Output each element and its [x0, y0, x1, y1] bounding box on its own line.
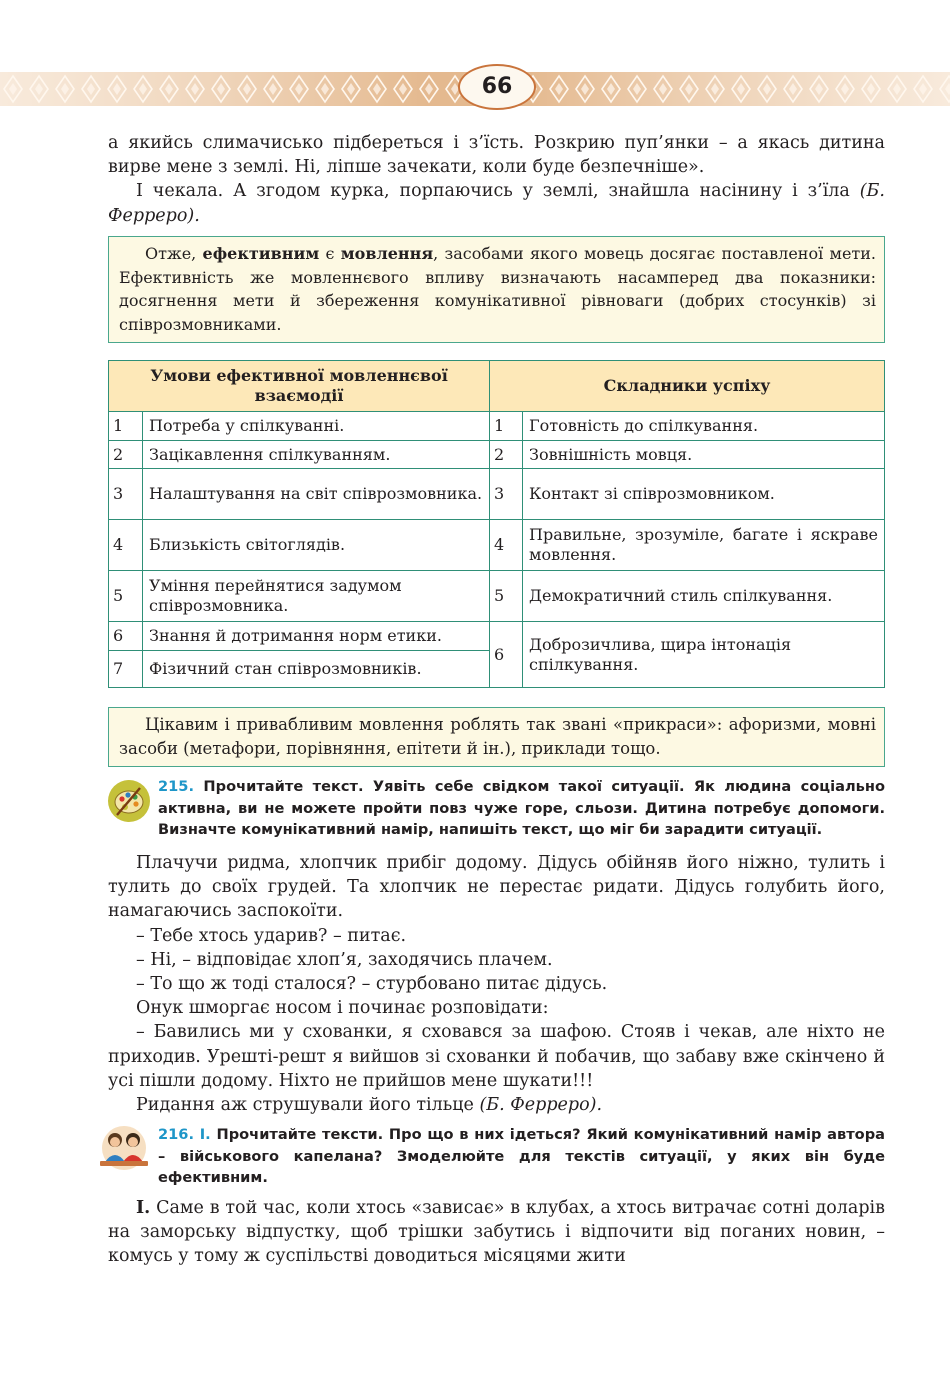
table-row — [109, 571, 885, 622]
table-row — [109, 412, 885, 441]
paragraph — [108, 1196, 885, 1269]
condition-cell: Зацікавлення спілкуванням. — [143, 441, 490, 469]
row-number: 4 — [109, 520, 143, 571]
paragraph-text: І чекала. А згодом курка, порпаючись у землі, знайшла насінину і з’їла — [136, 181, 850, 202]
condition-cell: Потреба у спілкуванні. — [143, 412, 490, 441]
def-term-effective: ефективним — [202, 244, 320, 263]
row-number: 2 — [109, 441, 143, 469]
paragraph: Онук шморгає носом і починає розповідати: — [136, 998, 549, 1019]
condition-cell: Знання й дотримання норм етики. — [143, 622, 490, 651]
row-number: 4 — [490, 520, 523, 571]
def-term-speech: мовлення — [340, 244, 434, 263]
story-text — [108, 851, 885, 1117]
condition-cell: Налаштування на світ співрозмовника. — [143, 469, 490, 520]
condition-cell: Фізичний стан співрозмовників. — [143, 651, 490, 688]
text-I — [108, 1196, 885, 1269]
table-row — [109, 520, 885, 571]
table-header-row — [109, 361, 885, 412]
header-conditions: Умови ефективної мовленнєвої взаємодії — [109, 361, 490, 412]
text-label: І. — [136, 1198, 151, 1218]
palette-icon — [107, 779, 151, 823]
students-icon — [98, 1124, 150, 1172]
task-215 — [158, 776, 885, 841]
def-rest: , засобами якого мовець досягає поставленої мети. Ефективність же мовленнєвого впливу визначають насамперед два показники: досягнення мети й збереження комунікативної рівноваги (добрих стосунків) зі співрозмовниками. — [119, 244, 877, 334]
task-text: Прочитайте текст. Уявіть себе свідком такої ситуації. Як людина соціально активна, ви не можете пройти повз чуже горе, сльози. Дитина потребує допомоги. Визначте комунікативний намір, напишіть текст, що міг би зарадити ситуації. — [158, 778, 885, 838]
row-number: 2 — [490, 441, 523, 469]
task-216 — [158, 1124, 885, 1189]
condition-cell: Близькість світоглядів. — [143, 520, 490, 571]
paragraph-text: Саме в той час, коли хтось «зависає» в клубах, а хтось витрачає сотні доларів на заморську відпустку, щоб трішки забутись і відпочити від поганих новин, – комусь у тому ж суспільстві доводиться місяцями жити — [108, 1198, 885, 1267]
paragraph: – Ні, – відповідає хлоп’я, заходячись плачем. — [136, 949, 553, 970]
page-number: 66 — [458, 64, 536, 110]
component-cell: Демократичний стиль спілкування. — [523, 571, 885, 622]
row-number: 3 — [109, 469, 143, 520]
row-number: 7 — [109, 651, 143, 688]
paragraph — [108, 179, 885, 227]
row-number: 5 — [109, 571, 143, 622]
header-success-components: Складники успіху — [490, 361, 885, 412]
row-number: 3 — [490, 469, 523, 520]
component-cell: Зовнішність мовця. — [523, 441, 885, 469]
paragraph — [108, 1093, 885, 1117]
task-number: 215. — [158, 778, 195, 795]
task-number: 216. І. — [158, 1126, 211, 1143]
row-number: 6 — [490, 622, 523, 688]
component-cell: Доброзичлива, щира інтонація спілкування. — [523, 622, 885, 688]
table-row — [109, 441, 885, 469]
paragraph-text: Ридання аж струшували його тільце — [136, 1095, 474, 1116]
top-text — [108, 131, 885, 228]
def-mid: є — [319, 244, 341, 263]
definition-box — [108, 236, 885, 343]
decorations-box: Цікавим і привабливим мовлення роблять так звані «прикраси»: афоризми, мовні засоби (метафори, порівняння, епітети й ін.), приклади тощо. — [108, 707, 885, 767]
paragraph: Плачучи ридма, хлопчик прибіг додому. Дідусь обійняв його ніжно, тулить і тулить до своїх грудей. Та хлопчик не перестає ридати. Дідусь голубить його, намагаючись заспокоїти. — [108, 853, 885, 922]
component-cell: Готовність до спілкування. — [523, 412, 885, 441]
row-number: 5 — [490, 571, 523, 622]
source-citation: (Б. Ферреро). — [108, 181, 885, 226]
task-text: Прочитайте тексти. Про що в них ідеться? Який комунікативний намір автора – військового капелана? Змоделюйте для текстів ситуації, у яких він буде ефективним. — [158, 1126, 885, 1186]
component-cell: Правильне, зрозуміле, багате і яскраве мовлення. — [523, 520, 885, 571]
table-row — [109, 469, 885, 520]
source-citation: (Б. Ферреро). — [479, 1095, 603, 1116]
paragraph: а якийсь слимачисько підбереться і з’їсть. Розкрию пуп’янки – а якась дитина вирве мене з землі. Ні, ліпше зачекати, коли буде безпечніше». — [108, 133, 885, 178]
table-row — [109, 622, 885, 651]
row-number: 6 — [109, 622, 143, 651]
def-prefix: Отже, — [145, 244, 203, 263]
paragraph: – Бавились ми у схованки, я сховався за шафою. Стояв і чекав, але ніхто не приходив. Урешті-решт я вийшов зі схованки й побачив, що забаву вже скінчено й усі пішли додому. Ніхто не прийшов мене шукати!!! — [108, 1022, 885, 1091]
row-number: 1 — [490, 412, 523, 441]
component-cell: Контакт зі співрозмовником. — [523, 469, 885, 520]
paragraph: – То що ж тоді сталося? – стурбовано питає дідусь. — [136, 974, 608, 995]
row-number: 1 — [109, 412, 143, 441]
conditions-table — [108, 360, 885, 688]
condition-cell: Уміння перейнятися задумом співрозмовника. — [143, 571, 490, 622]
paragraph: – Тебе хтось ударив? – питає. — [136, 925, 407, 946]
